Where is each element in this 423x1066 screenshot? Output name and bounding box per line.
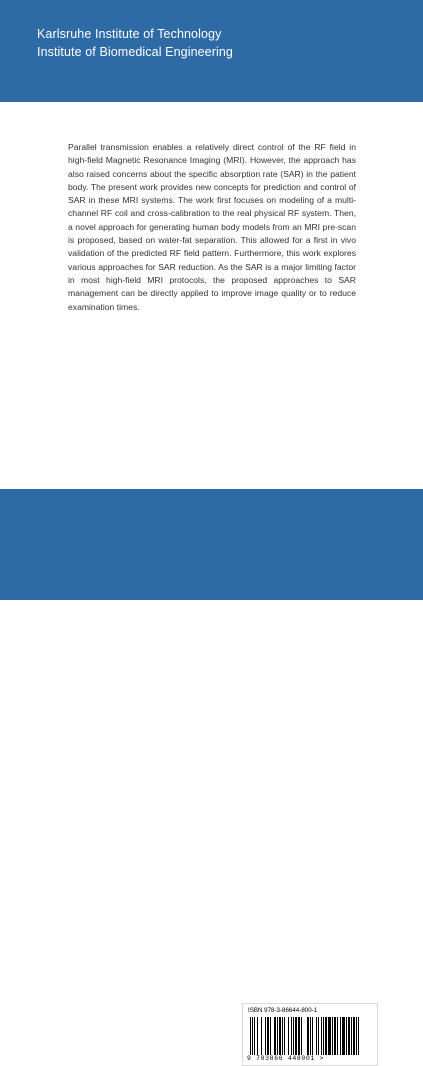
barcode-bar [298,1017,300,1055]
barcode-bar [284,1017,285,1055]
isbn-barcode [242,1003,378,1066]
barcode-bar [325,1017,327,1055]
barcode-bar [250,1017,251,1055]
barcode-bar [254,1017,255,1055]
barcode-bar [353,1017,355,1055]
barcode-bar [318,1017,319,1055]
barcode-bar [328,1017,331,1055]
barcode-bars [248,1016,372,1056]
barcode-digits: 9 783866 448001 > [247,1055,375,1062]
barcode-isbn-label: ISBN 978-3-86644-800-1 [248,1007,317,1014]
barcode-bar [257,1017,258,1055]
barcode-bar [351,1017,352,1055]
barcode-bar [346,1017,347,1055]
barcode-bar [270,1017,271,1055]
barcode-bar [356,1017,357,1055]
abstract-text: Parallel transmission enables a relatively direct control of the RF field in high-field Magnetic Resonance Imaging (MRI). However, the approach has also raised concerns about the specific absorption rate (SAR) in the patient body. The present work provides new concepts for prediction and control of SAR in these MRI systems. The work first focuses on modeling of a multi-channel RF coil and cross-calibration to the real physical RF system. Then, a novel approach for generating human body models from an MRI pre-scan is proposed, based on water-fat separation. This allowed for a first in vivo validation of the predicted RF field pattern. Furthermore, this work explores various approaches for SAR reduction. As the SAR is a major limiting factor in most high-field MRI protocols, the proposed approaches to SAR management can be directly applied to improve image quality or to reduce examination times. [68,141,356,314]
barcode-bar [358,1017,359,1055]
barcode-bar [310,1017,311,1055]
institution-block [37,25,233,61]
barcode-bar [337,1017,338,1055]
barcode-bar [334,1017,336,1055]
barcode-bar [321,1017,322,1055]
barcode-bar [291,1017,292,1055]
barcode-bar [301,1017,302,1055]
barcode-bar [274,1017,276,1055]
barcode-bar [316,1017,317,1055]
barcode-bar [293,1017,294,1055]
barcode-bar [340,1017,341,1055]
header-band [0,0,423,102]
footer-band [0,489,423,600]
barcode-bar [295,1017,297,1055]
barcode-bar [279,1017,281,1055]
barcode-bar [282,1017,283,1055]
isbn-label: ISBN 978-3-86644-800-1 [37,1053,135,1066]
barcode-bar [267,1017,269,1055]
barcode-bar [252,1017,253,1055]
institute-name: Institute of Biomedical Engineering [37,43,233,61]
barcode-bar [348,1017,350,1055]
barcode-bar [307,1017,309,1055]
barcode-bar [342,1017,345,1055]
barcode-bar [312,1017,313,1055]
issn-label: ISSN 1864-5933 [37,1039,135,1053]
barcode-bar [277,1017,278,1055]
institution-name: Karlsruhe Institute of Technology [37,25,233,43]
barcode-bar [265,1017,266,1055]
publication-identifiers [37,1039,135,1066]
barcode-bar [261,1017,262,1055]
barcode-bar [332,1017,333,1055]
barcode-bar [288,1017,289,1055]
barcode-bar [323,1017,324,1055]
